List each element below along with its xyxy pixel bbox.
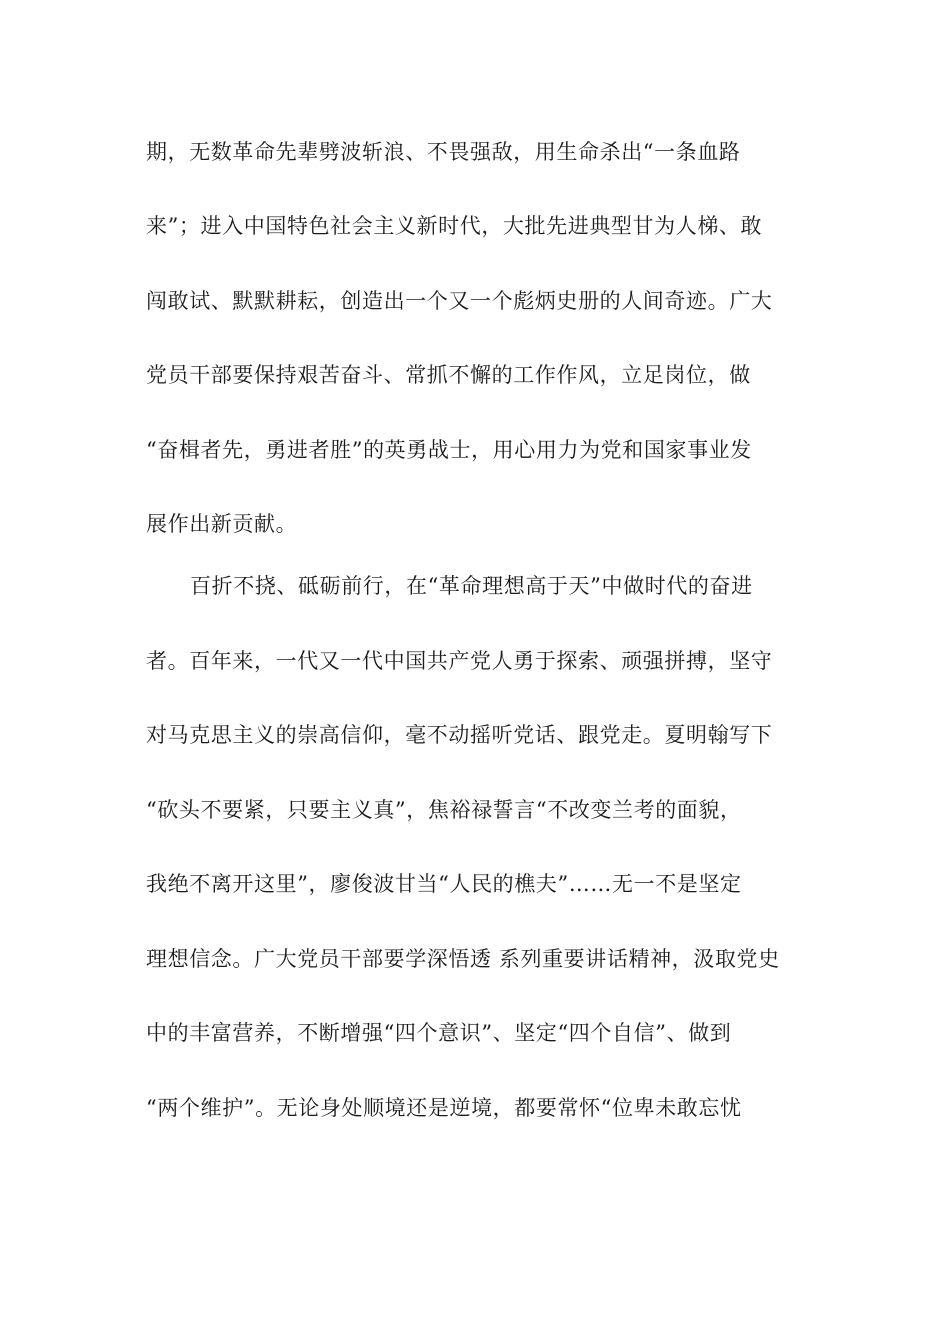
text-line-9: 对马克思主义的崇高信仰，毫不动摇听党话、跟党走。夏明翰写下 <box>146 723 773 747</box>
text-line-5: “奋楫者先，勇进者胜”的英勇战士，用心用力为党和国家事业发 <box>146 438 752 462</box>
text-line-1: 期，无数革命先辈劈波斩浪、不畏强敌，用生命杀出“一条血路 <box>146 140 741 164</box>
text-line-10: “砍头不要紧，只要主义真”，焦裕禄誓言“不改变兰考的面貌， <box>146 798 742 822</box>
text-line-2: 来”；进入中国特色社会主义新时代，大批先进典型甘为人梯、敢 <box>146 214 763 238</box>
text-line-12: 理想信念。广大党员干部要学深悟透 系列重要讲话精神，汲取党史 <box>146 947 780 971</box>
text-line-8: 者。百年来，一代又一代中国共产党人勇于探索、顽强拼搏，坚守 <box>146 649 773 673</box>
text-line-3: 闯敢试、默默耕耘，创造出一个又一个彪炳史册的人间奇迹。广大 <box>146 289 773 313</box>
text-line-13: 中的丰富营养，不断增强“四个意识”、坚定“四个自信”、做到 <box>146 1021 732 1045</box>
paragraph-start-line: 百折不挠、砥砺前行，在“革命理想高于天”中做时代的奋进 <box>190 574 753 598</box>
text-line-11: 我绝不离开这里”，廖俊波甘当“人民的樵夫”……无一不是坚定 <box>146 872 742 896</box>
text-line-4: 党员干部要保持艰苦奋斗、常抓不懈的工作作风，立足岗位，做 <box>146 363 751 387</box>
text-line-14: “两个维护”。无论身处顺境还是逆境，都要常怀“位卑未敢忘忧 <box>146 1096 742 1120</box>
text-line-6: 展作出新贡献。 <box>146 512 298 536</box>
